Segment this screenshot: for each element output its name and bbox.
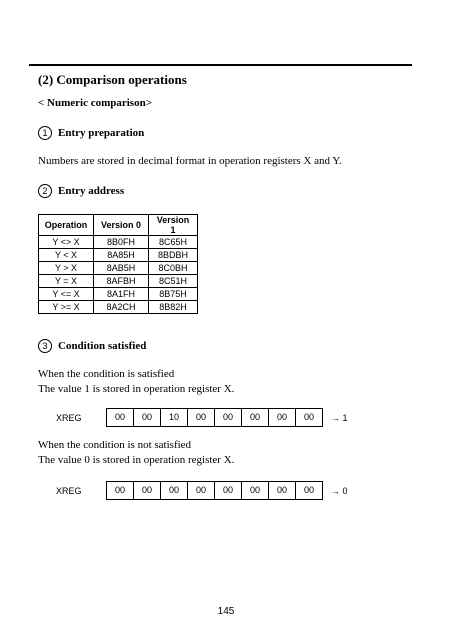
register-bytes xyxy=(106,481,323,500)
register-byte: 00 xyxy=(114,412,125,422)
table-cell: 8B75H xyxy=(149,288,198,301)
table-cell: 8AFBH xyxy=(94,275,149,288)
circled-number-3-icon: 3 xyxy=(38,339,52,353)
register-byte: 00 xyxy=(268,409,295,426)
table-cell: 8B0FH xyxy=(94,236,149,249)
column-header: Version 0 xyxy=(94,215,149,236)
satisfied-line-1: When the condition is satisfied xyxy=(38,368,175,380)
table-cell: 8C51H xyxy=(149,275,198,288)
register-byte: 10 xyxy=(160,409,187,426)
xreg-not-satisfied-diagram xyxy=(56,481,348,500)
section-title: (2) Comparison operations xyxy=(38,72,187,87)
table-header-row xyxy=(39,215,198,236)
register-byte: 00 xyxy=(241,482,268,499)
step-entry-preparation xyxy=(38,126,144,140)
table-cell: 8A85H xyxy=(94,249,149,262)
table-row xyxy=(39,301,198,314)
register-byte: 00 xyxy=(241,409,268,426)
table-cell: 8BDBH xyxy=(149,249,198,262)
step-entry-address xyxy=(38,184,124,198)
circled-number-1-icon: 1 xyxy=(38,126,52,140)
table-cell: Y >= X xyxy=(39,301,94,314)
register-byte: 00 xyxy=(214,482,241,499)
column-header: Operation xyxy=(39,215,94,236)
column-header: Version 1 xyxy=(149,215,198,236)
register-byte: 00 xyxy=(295,482,322,499)
not-satisfied-line-1: When the condition is not satisfied xyxy=(38,439,192,451)
step-label: Entry preparation xyxy=(58,127,145,139)
table-row xyxy=(39,249,198,262)
table-cell: 8A1FH xyxy=(94,288,149,301)
not-satisfied-line-2: The value 0 is stored in operation register X. xyxy=(38,454,235,466)
table-row xyxy=(39,288,198,301)
circled-number-2-icon: 2 xyxy=(38,184,52,198)
table-row xyxy=(39,262,198,275)
register-result: → 1 xyxy=(331,412,348,423)
register-result: → 0 xyxy=(331,485,348,496)
register-byte: 00 xyxy=(160,482,187,499)
register-byte: 00 xyxy=(133,409,160,426)
table-cell: Y < X xyxy=(39,249,94,262)
table-row xyxy=(39,275,198,288)
table-cell: Y = X xyxy=(39,275,94,288)
register-byte: 00 xyxy=(187,482,214,499)
register-byte: 00 xyxy=(295,409,322,426)
register-byte: 00 xyxy=(133,482,160,499)
satisfied-line-2: The value 1 is stored in operation register X. xyxy=(38,383,235,395)
table-row xyxy=(39,236,198,249)
register-byte: 00 xyxy=(114,485,125,495)
register-bytes xyxy=(106,408,323,427)
register-byte: 00 xyxy=(268,482,295,499)
table-cell: 8AB5H xyxy=(94,262,149,275)
entry-preparation-text: Numbers are stored in decimal format in operation registers X and Y. xyxy=(38,155,342,167)
table-cell: 8C0BH xyxy=(149,262,198,275)
step-label: Entry address xyxy=(58,185,125,197)
subsection-title: < Numeric comparison> xyxy=(38,97,152,109)
entry-address-table xyxy=(38,214,198,314)
register-label: XREG xyxy=(56,412,82,423)
table-cell: Y <> X xyxy=(39,236,94,249)
table-cell: Y > X xyxy=(39,262,94,275)
register-byte: 00 xyxy=(187,409,214,426)
step-label: Condition satisfied xyxy=(58,340,147,352)
top-rule xyxy=(29,64,412,66)
table-cell: Y <= X xyxy=(39,288,94,301)
xreg-satisfied-diagram xyxy=(56,408,348,427)
table-cell: 8B82H xyxy=(149,301,198,314)
register-label: XREG xyxy=(56,485,82,496)
table-cell: 8C65H xyxy=(149,236,198,249)
register-byte: 00 xyxy=(214,409,241,426)
page-number: 145 xyxy=(217,606,235,617)
table-cell: 8A2CH xyxy=(94,301,149,314)
step-condition-satisfied xyxy=(38,339,146,353)
